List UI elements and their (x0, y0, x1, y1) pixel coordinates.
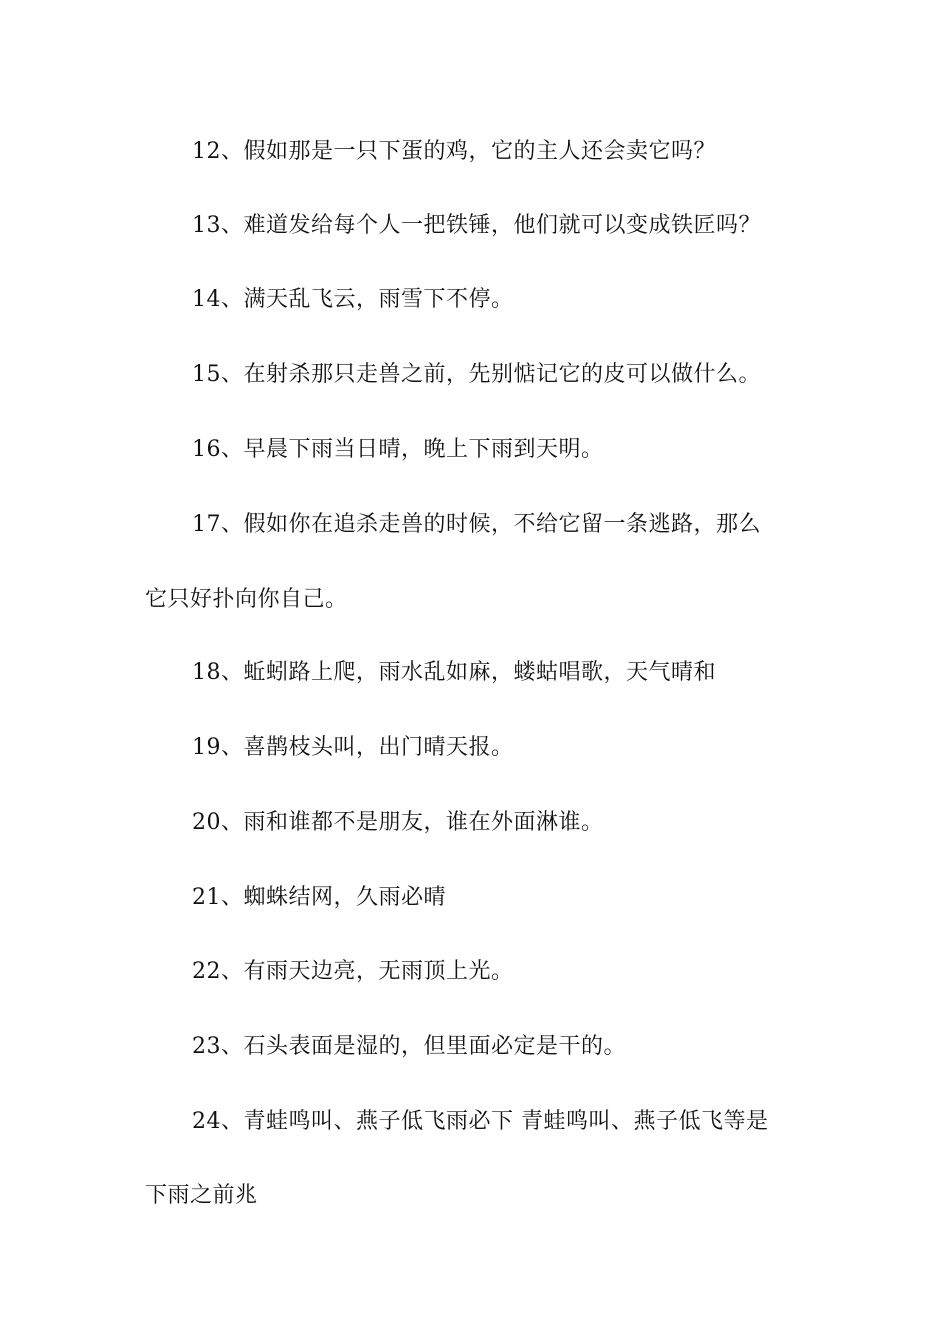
text-line-18: 18、蚯蚓路上爬，雨水乱如麻，蝼蛄唱歌，天气晴和 (192, 660, 716, 685)
text-line-22: 22、有雨天边亮，无雨顶上光。 (192, 959, 514, 984)
text-line-15: 15、在射杀那只走兽之前，先别惦记它的皮可以做什么。 (192, 362, 761, 387)
text-line-17-continued: 它只好扑向你自己。 (145, 587, 348, 612)
text-line-17: 17、假如你在追杀走兽的时候，不给它留一条逃路，那么 (192, 512, 761, 537)
text-line-21: 21、蜘蛛结网，久雨必晴 (192, 885, 446, 910)
text-line-24: 24、青蛙鸣叫、燕子低飞雨必下 青蛙鸣叫、燕子低飞等是 (192, 1109, 769, 1134)
text-line-20: 20、雨和谁都不是朋友，谁在外面淋谁。 (192, 810, 604, 835)
text-line-24-continued: 下雨之前兆 (145, 1183, 258, 1208)
text-line-13: 13、难道发给每个人一把铁锤，他们就可以变成铁匠吗？ (192, 213, 761, 238)
text-line-14: 14、满天乱飞云，雨雪下不停。 (192, 287, 514, 312)
text-line-23: 23、石头表面是湿的，但里面必定是干的。 (192, 1034, 626, 1059)
text-line-19: 19、喜鹊枝头叫，出门晴天报。 (192, 735, 514, 760)
text-line-16: 16、早晨下雨当日晴，晚上下雨到天明。 (192, 437, 604, 462)
text-line-12: 12、假如那是一只下蛋的鸡，它的主人还会卖它吗？ (192, 139, 716, 164)
